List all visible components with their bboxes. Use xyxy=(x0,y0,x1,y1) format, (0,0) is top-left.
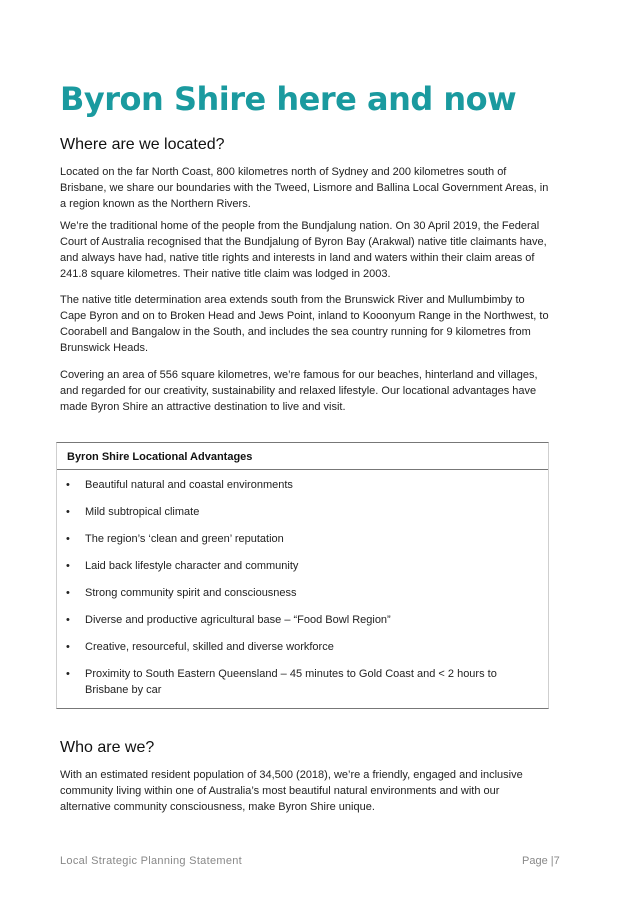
section-heading-location: Where are we located? xyxy=(60,136,225,153)
bullet-icon: • xyxy=(66,533,70,545)
advantages-box xyxy=(56,442,549,709)
paragraph-location: Located on the far North Coast, 800 kilometres north of Sydney and 200 kilometres south of Brisbane, we share our boundaries with the Tweed, Lismore and Ballina Local Government Areas, in a region known as the Northern Rivers. xyxy=(60,166,549,210)
advantages-heading: Byron Shire Locational Advantages xyxy=(57,443,548,470)
list-item: • Proximity to South Eastern Queensland – 45 minutes to Gold Coast and < 2 hours to Brisbane by car xyxy=(66,668,497,696)
bullet-icon: • xyxy=(66,479,70,491)
page-title: Byron Shire here and now xyxy=(60,80,517,118)
list-item: • Beautiful natural and coastal environments xyxy=(66,479,293,491)
bullet-icon: • xyxy=(66,587,70,599)
advantages-list xyxy=(57,470,548,698)
bullet-icon: • xyxy=(66,506,70,518)
section-heading-who: Who are we? xyxy=(60,739,155,756)
list-item: • Creative, resourceful, skilled and diverse workforce xyxy=(66,641,334,653)
list-item: • Diverse and productive agricultural base – “Food Bowl Region” xyxy=(66,614,391,626)
paragraph-traditional-owners: We’re the traditional home of the people from the Bundjalung nation. On 30 April 2019, the Federal Court of Australia recognised that the Bundjalung of Byron Bay (Arakwal) native title claimants have, and always have had, native title rights and interests in land and waters within their claim areas of 241.8 square kilometres. Their native title claim was lodged in 2003. xyxy=(60,220,547,280)
list-item: • The region’s ‘clean and green’ reputation xyxy=(66,533,284,545)
paragraph-who: With an estimated resident population of 34,500 (2018), we’re a friendly, engaged and inclusive community living within one of Australia’s most beautiful natural environments and with our alternative community consciousness, make Byron Shire unique. xyxy=(60,769,523,813)
list-item: • Mild subtropical climate xyxy=(66,506,200,518)
bullet-icon: • xyxy=(66,560,70,572)
list-item: • Strong community spirit and consciousness xyxy=(66,587,297,599)
bullet-icon: • xyxy=(66,614,70,626)
footer-document-title: Local Strategic Planning Statement xyxy=(60,855,243,867)
bullet-icon: • xyxy=(66,668,70,680)
page-number: Page |7 xyxy=(522,855,560,867)
paragraph-area-coverage: Covering an area of 556 square kilometres, we’re famous for our beaches, hinterland and villages, and regarded for our creativity, sustainability and relaxed lifestyle. Our locational advantages have made Byron Shire an attractive destination to live and visit. xyxy=(60,369,538,413)
bullet-icon: • xyxy=(66,641,70,653)
paragraph-native-title-area: The native title determination area extends south from the Brunswick River and Mullumbimby to Cape Byron and on to Broken Head and Jews Point, inland to Kooonyum Range in the Northwest, to Coorabell and Bangalow in the South, and includes the sea country running for 9 kilometres from Brunswick Heads. xyxy=(60,294,549,354)
list-item: • Laid back lifestyle character and community xyxy=(66,560,299,572)
